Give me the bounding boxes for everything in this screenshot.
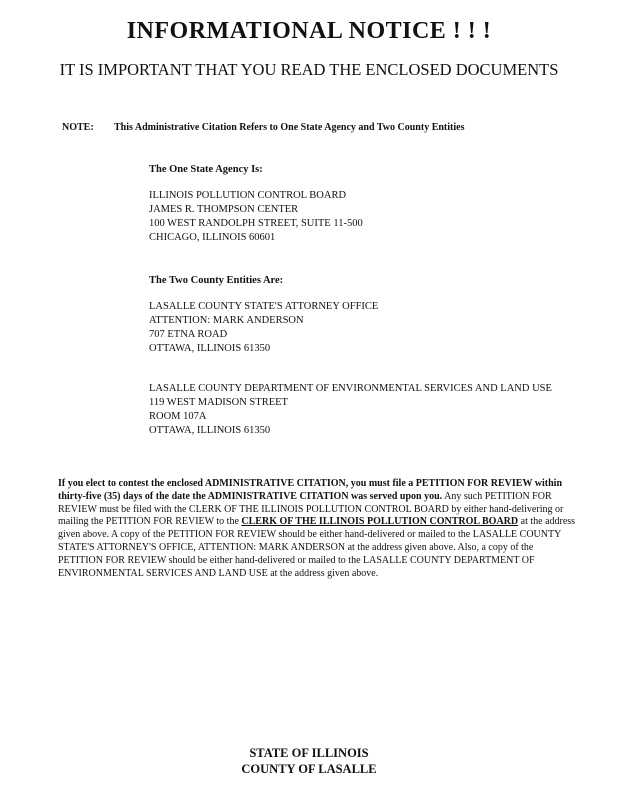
footer-state: STATE OF ILLINOIS: [249, 746, 369, 760]
state-agency-address: [149, 189, 363, 245]
note-text: This Administrative Citation Refers to One State Agency and Two County Entities: [114, 122, 465, 133]
county-entity-1-address: [149, 300, 378, 356]
address-line: 119 WEST MADISON STREET: [149, 397, 288, 408]
address-line: OTTAWA, ILLINOIS 61350: [149, 343, 271, 354]
address-line: ATTENTION: MARK ANDERSON: [149, 315, 304, 326]
address-line: 100 WEST RANDOLPH STREET, SUITE 11-500: [149, 218, 363, 229]
footer-county: COUNTY OF LASALLE: [241, 762, 377, 776]
note-line: [62, 122, 464, 133]
jurisdiction-footer: [0, 745, 618, 777]
address-line: JAMES R. THOMPSON CENTER: [149, 204, 299, 215]
instructions-text: Any such PETITION FOR REVIEW must be filed with the CLERK OF THE ILLINOIS POLLUTION CONTROL BOARD by either hand-delivering or mailing the PETITION FOR REVIEW to the: [58, 490, 564, 528]
address-line: ROOM 107A: [149, 411, 207, 422]
note-label: NOTE:: [62, 122, 94, 133]
county-entities-heading: The Two County Entities Are:: [149, 275, 284, 286]
instructions-underlined: CLERK OF THE ILLINOIS POLLUTION CONTROL BOARD: [241, 516, 519, 528]
address-line: ILLINOIS POLLUTION CONTROL BOARD: [149, 190, 347, 201]
state-agency-heading: The One State Agency Is:: [149, 164, 263, 175]
address-line: 707 ETNA ROAD: [149, 329, 228, 340]
address-line: LASALLE COUNTY DEPARTMENT OF ENVIRONMENTAL SERVICES AND LAND USE: [149, 383, 552, 394]
instructions-paragraph: [58, 478, 576, 580]
address-line: LASALLE COUNTY STATE'S ATTORNEY OFFICE: [149, 301, 379, 312]
page-subtitle: IT IS IMPORTANT THAT YOU READ THE ENCLOSED DOCUMENTS: [59, 60, 559, 79]
page-title: INFORMATIONAL NOTICE ! ! !: [126, 18, 492, 44]
instructions-text-rest: at the address given above. A copy of the PETITION FOR REVIEW should be either hand-delivered or mailed to the LASALLE COUNTY STATE'S ATTORNEY'S OFFICE, ATTENTION: MARK ANDERSON at the address given above. Also, a copy of the PETITION FOR REVIEW should be either hand-delivered or mailed to the LASALLE COUNTY DEPARTMENT OF ENVIRONMENTAL SERVICES AND LAND USE at the address given above.: [58, 516, 576, 579]
instructions-bold-lead: If you elect to contest the enclosed ADMINISTRATIVE CITATION, you must file a PETITION FOR REVIEW within thirty-five (35) days of the date the ADMINISTRATIVE CITATION was served upon you.: [58, 478, 563, 502]
address-line: CHICAGO, ILLINOIS 60601: [149, 232, 276, 243]
address-line: OTTAWA, ILLINOIS 61350: [149, 425, 271, 436]
county-entity-2-address: [149, 382, 552, 438]
